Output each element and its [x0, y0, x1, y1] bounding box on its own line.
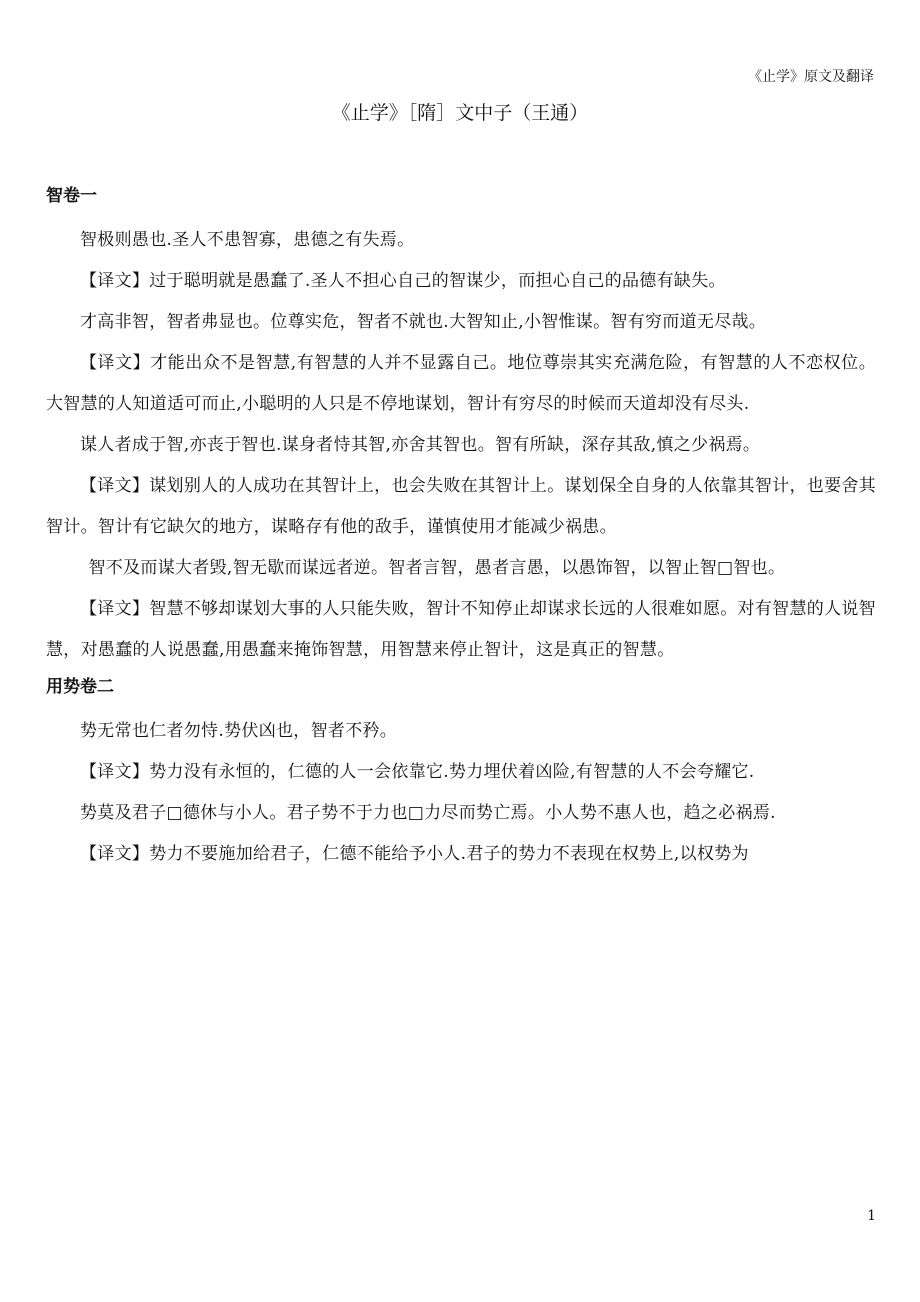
paragraph: 智不及而谋大者毁,智无歇而谋远者逆。智者言智，愚者言愚，以愚饰智，以智止智□智也。: [88, 558, 786, 578]
paragraph: 【译文】过于聪明就是愚蠢了.圣人不担心自己的智谋少，而担心自己的品德有缺失。: [80, 271, 726, 291]
paragraph: 智极则愚也.圣人不患智寡，患德之有失焉。: [80, 230, 415, 250]
paragraph: 才高非智，智者弗显也。位尊实危，智者不就也.大智知止,小智惟谋。智有穷而道无尽哉。: [80, 312, 767, 332]
paragraph: 谋人者成于智,亦丧于智也.谋身者恃其智,亦舍其智也。智有所缺，深存其敌,慎之少祸焉。: [80, 435, 761, 455]
section-heading: 用势卷二: [46, 677, 114, 697]
section-heading: 智卷一: [46, 186, 97, 206]
page-number: 1: [867, 1208, 876, 1224]
paragraph: 【译文】才能出众不是智慧,有智慧的人并不显露自己。地位尊崇其实充满危险，有智慧的人不恋权位。大智慧的人知道适可而止,小聪明的人只是不停地谋划，智计有穷尽的时候而天道却没有尽头.: [46, 353, 876, 414]
paragraph: 势无常也仁者勿恃.势伏凶也，智者不矜。: [80, 721, 398, 741]
paragraph: 【译文】势力不要施加给君子，仁德不能给予小人.君子的势力不表现在权势上,以权势为: [80, 844, 749, 864]
paragraph: 【译文】谋划别人的人成功在其智计上，也会失败在其智计上。谋划保全自身的人依靠其智计，也要舍其智计。智计有它缺欠的地方，谋略存有他的敌手，谨慎使用才能减少祸患。: [46, 476, 876, 537]
running-header: 《止学》原文及翻译: [748, 69, 874, 85]
document-body: [46, 180, 876, 875]
document-title: 《止学》［隋］文中子（王通）: [331, 102, 589, 124]
paragraph: 势莫及君子□德休与小人。君子势不于力也□力尽而势亡焉。小人势不惠人也，趋之必祸焉.: [80, 803, 776, 823]
paragraph: 【译文】智慧不够却谋划大事的人只能失败，智计不知停止却谋求长远的人很难如愿。对有智慧的人说智慧，对愚蠢的人说愚蠢,用愚蠢来掩饰智慧，用智慧来停止智计，这是真正的智慧。: [46, 599, 876, 660]
paragraph: 【译文】势力没有永恒的，仁德的人一会依靠它.势力埋伏着凶险,有智慧的人不会夸耀它.: [80, 762, 755, 782]
